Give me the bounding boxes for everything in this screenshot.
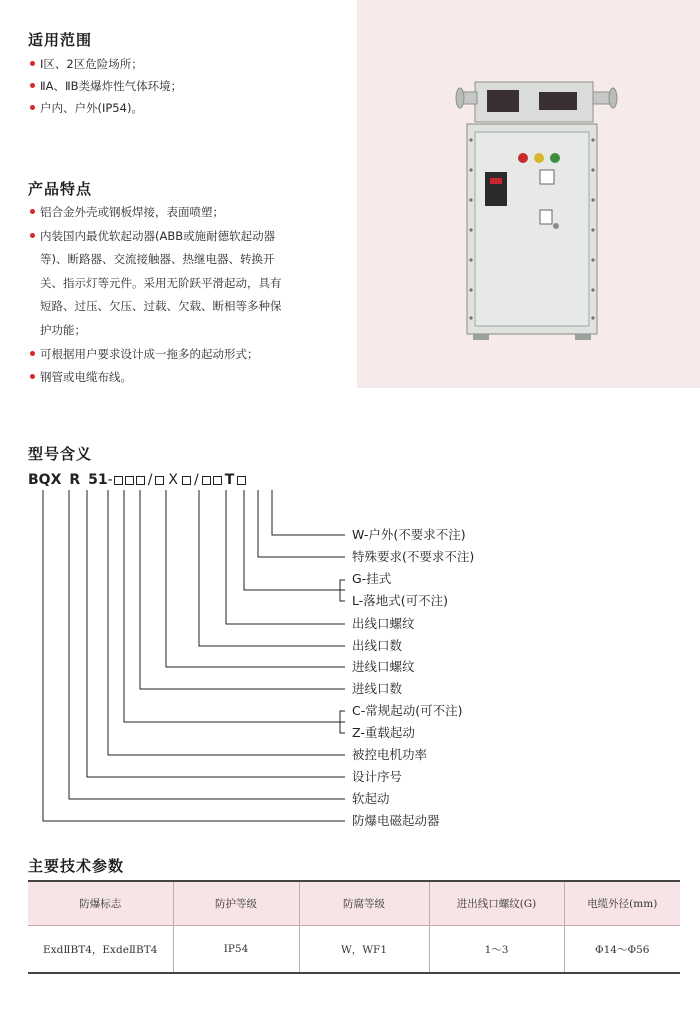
model-label-inlet-thread: 进线口螺纹: [352, 659, 415, 674]
model-code-dash: -: [107, 472, 113, 488]
model-code-prefix: BQX: [28, 472, 62, 488]
features-title: 产品特点: [28, 180, 93, 198]
model-label-outlet-thread: 出线口螺纹: [352, 616, 415, 631]
table-header: 进出线口螺纹(G): [429, 881, 564, 926]
table-row: [28, 926, 680, 974]
model-label-heavy-start: Z-重载起动: [352, 725, 415, 740]
model-label-special: 特殊要求(不要求不注): [352, 549, 475, 564]
list-item: ⅡA、ⅡB类爆炸性气体环境；: [28, 75, 182, 97]
table-header: 防腐等级: [299, 881, 429, 926]
model-code-r: R: [69, 472, 81, 488]
model-label-outlet-count: 出线口数: [352, 638, 403, 653]
list-item: 铝合金外壳或钢板焊接，表面喷塑；: [28, 201, 282, 225]
model-label-design-number: 设计序号: [352, 769, 403, 784]
model-title: 型号含义: [28, 445, 93, 463]
model-label-outdoor: W-户外(不要求不注): [352, 527, 466, 542]
model-code-slash: /: [194, 472, 199, 488]
list-item: 可根据用户要求设计成一拖多的起动形式；: [28, 343, 282, 367]
table-header-row: [28, 881, 680, 926]
model-label-inlet-count: 进线口数: [352, 681, 403, 696]
table-cell: Φ14～Φ56: [564, 926, 680, 974]
table-cell: 1～3: [429, 926, 564, 974]
model-label-soft-start: 软起动: [352, 791, 390, 806]
table-header: 电缆外径(mm): [564, 881, 680, 926]
model-label-motor-power: 被控电机功率: [352, 747, 428, 762]
model-code-51: 51: [88, 472, 108, 488]
list-item: 钢管或电缆布线。: [28, 366, 282, 390]
model-code-x: X: [168, 472, 179, 488]
list-item: 户内、户外(IP54)。: [28, 97, 182, 119]
model-label-wall-mount: G-挂式: [352, 571, 392, 586]
list-item: Ⅰ区、2区危险场所；: [28, 53, 182, 75]
list-item: 内装国内最优软起动器(ABB或施耐德软起动器 等)、断路器、交流接触器、热继电器、转换开 关、指示灯等元件。采用无阶跃平滑起动，具有 短路、过压、欠压、过载、欠载、断相等多种保 护功能；: [28, 225, 282, 343]
table-header: 防爆标志: [28, 881, 173, 926]
model-label-normal-start: C-常规起动(可不注): [352, 703, 463, 718]
scope-title: 适用范围: [28, 31, 93, 49]
specs-table: [28, 880, 680, 974]
table-cell: ExdⅡBT4，ExdeⅡBT4: [28, 926, 173, 974]
table-header: 防护等级: [173, 881, 299, 926]
model-code-t: T: [224, 472, 235, 488]
specs-title: 主要技术参数: [28, 857, 125, 875]
model-code-slash: /: [147, 472, 153, 488]
table-cell: W，WF1: [299, 926, 429, 974]
table-cell: IP54: [173, 926, 299, 974]
model-label-starter: 防爆电磁起动器: [352, 813, 440, 828]
model-label-floor-mount: L-落地式(可不注): [352, 593, 449, 608]
